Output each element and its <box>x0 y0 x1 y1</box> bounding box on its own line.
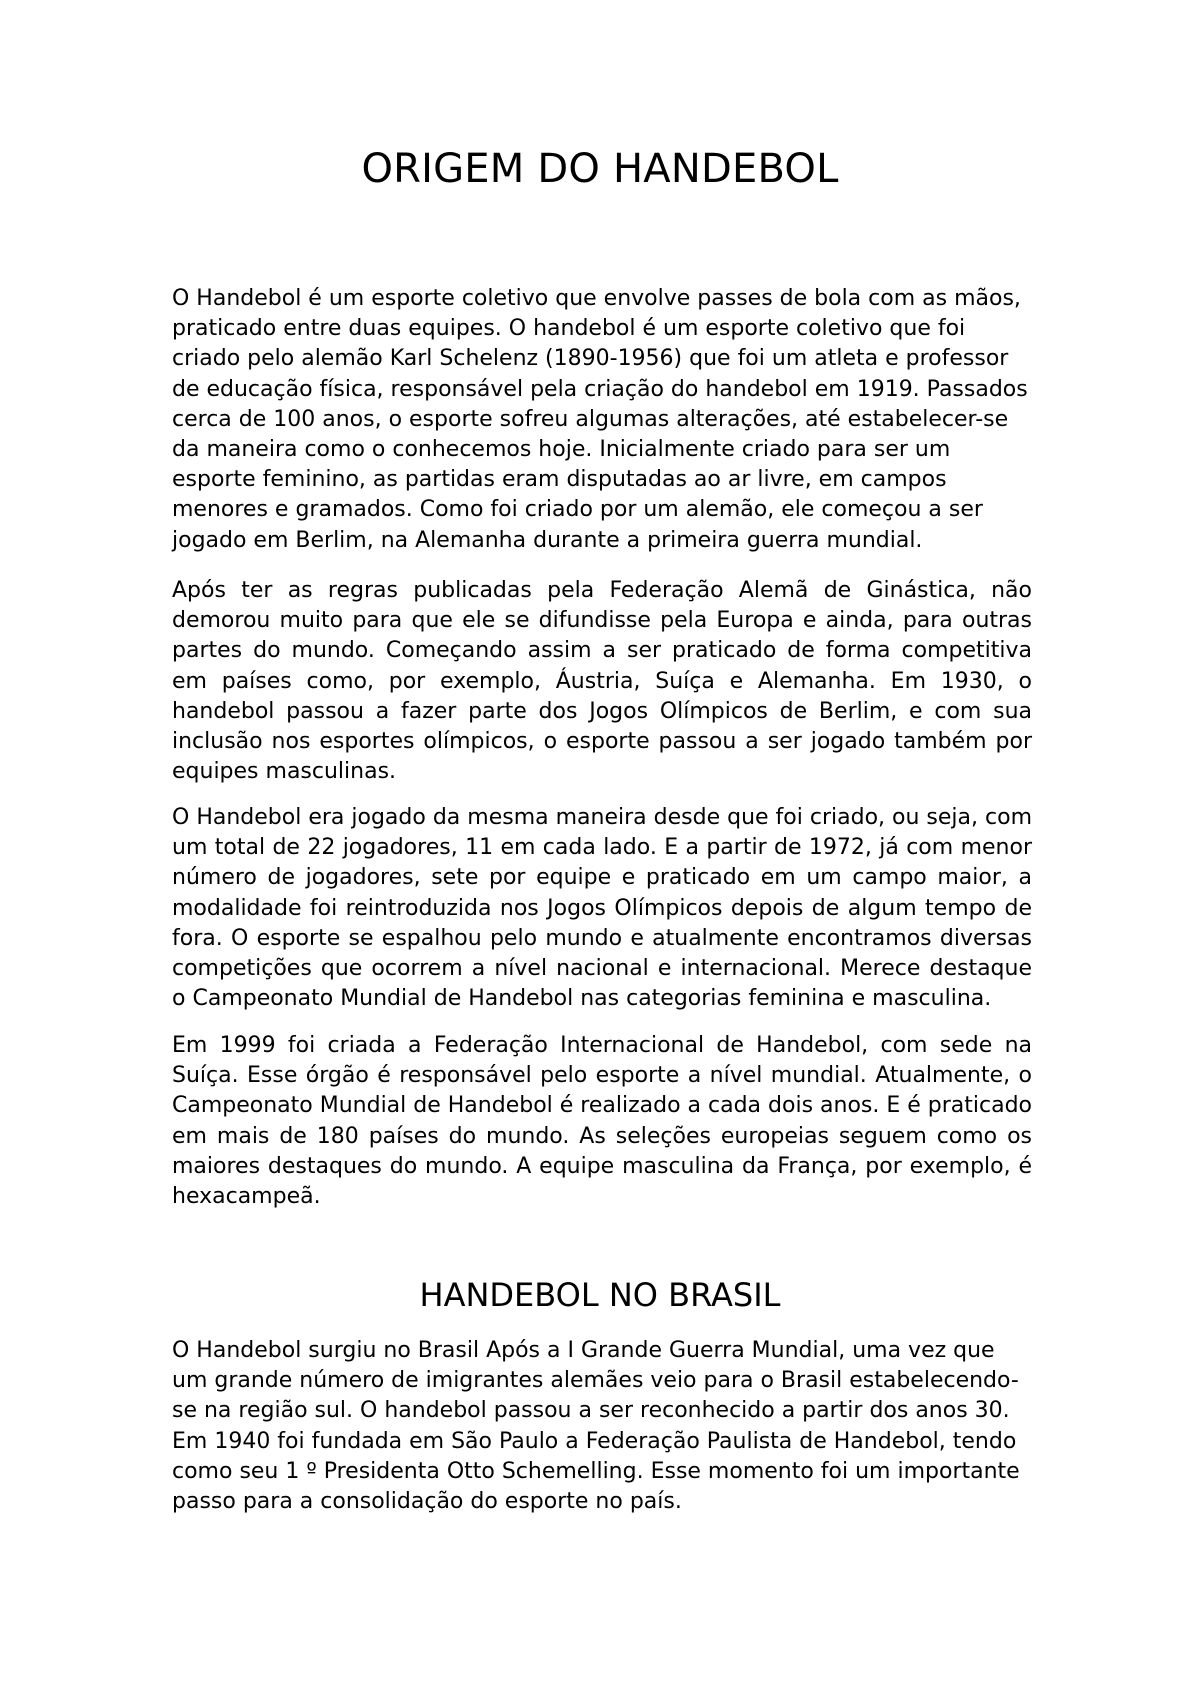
paragraph-federation: Em 1999 foi criada a Federação Internacional de Handebol, com sede na Suíça. Esse órgão é responsável pelo esporte a nível mundial. Atualmente, o Campeonato Mundial de Handebol é realizado a cada dois anos. E é praticado em mais de 180 países do mundo. As seleções europeias seguem como os maiores destaques do mundo. A equipe masculina da França, por exemplo, é hexacampeã. <box>172 1033 1033 1210</box>
section-title: HANDEBOL NO BRASIL <box>419 1276 781 1314</box>
paragraph-brazil: O Handebol surgiu no Brasil Após a I Grande Guerra Mundial, uma vez que um grande número de imigrantes alemães veio para o Brasil estabelecendo-se na região sul. O handebol passou a ser reconhecido a partir dos anos 30. Em 1940 foi fundada em São Paulo a Federação Paulista de Handebol, tendo como seu 1 º Presidenta Otto Schemelling. Esse momento foi um importante passo para a consolidação do esporte no país. <box>172 1338 1020 1515</box>
paragraph-origin: O Handebol é um esporte coletivo que envolve passes de bola com as mãos, praticado entre duas equipes. O handebol é um esporte coletivo que foi criado pelo alemão Karl Schelenz (1890-1956) que foi um atleta e professor de educação física, responsável pela criação do handebol em 1919. Passados cerca de 100 anos, o esporte sofreu algumas alterações, até estabelecer-se da maneira como o conhecemos hoje. Inicialmente criado para ser um esporte feminino, as partidas eram disputadas ao ar livre, em campos menores e gramados. Como foi criado por um alemão, ele começou a ser jogado em Berlim, na Alemanha durante a primeira guerra mundial. <box>172 286 1028 553</box>
paragraph-olympics: O Handebol era jogado da mesma maneira desde que foi criado, ou seja, com um total de 22 jogadores, 11 em cada lado. E a partir de 1972, já com menor número de jogadores, sete por equipe e praticado em um campo maior, a modalidade foi reintroduzida nos Jogos Olímpicos depois de algum tempo de fora. O esporte se espalhou pelo mundo e atualmente encontramos diversas competições que ocorrem a nível nacional e internacional. Merece destaque o Campeonato Mundial de Handebol nas categorias feminina e masculina. <box>172 805 1032 1012</box>
document-title: ORIGEM DO HANDEBOL <box>361 146 839 192</box>
paragraph-expansion: Após ter as regras publicadas pela Federação Alemã de Ginástica, não demorou muito para que ele se difundisse pela Europa e ainda, para outras partes do mundo. Começando assim a ser praticado de forma competitiva em países como, por exemplo, Áustria, Suíça e Alemanha. Em 1930, o handebol passou a fazer parte dos Jogos Olímpicos de Berlim, e com sua inclusão nos esportes olímpicos, o esporte passou a ser jogado também por equipes masculinas. <box>172 578 1032 785</box>
